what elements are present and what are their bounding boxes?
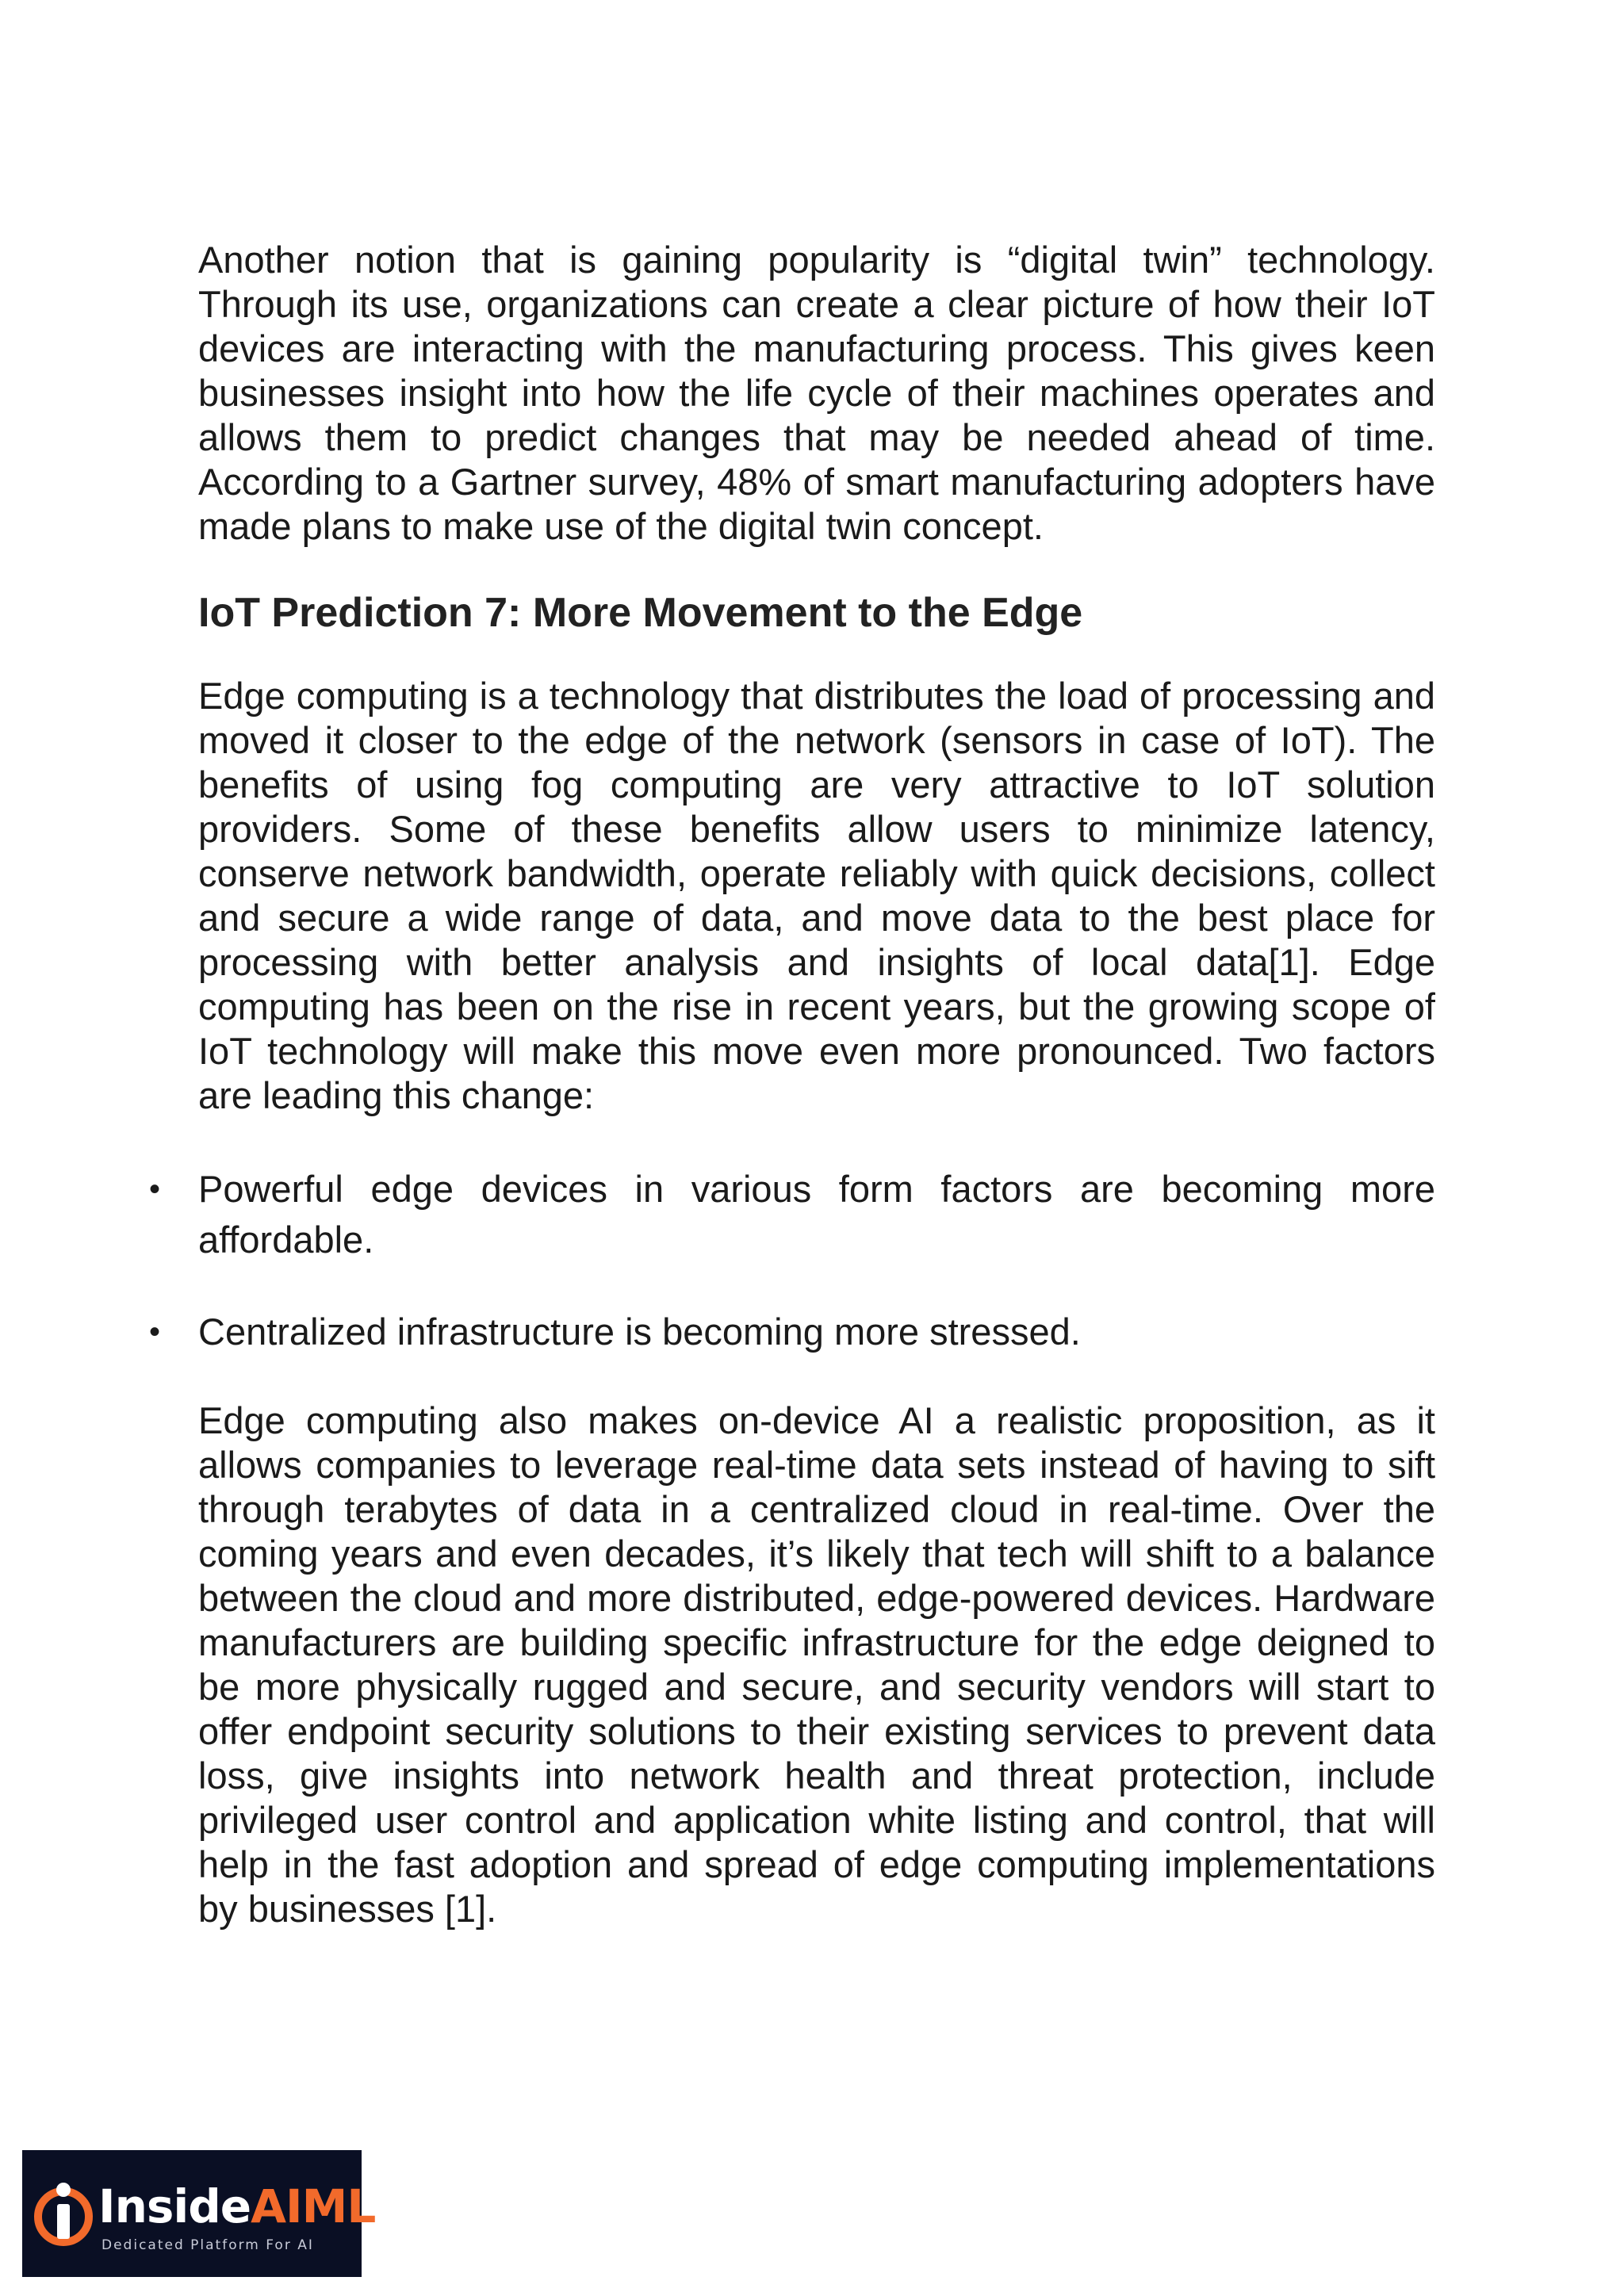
insideaiml-logo	[22, 2150, 376, 2277]
document-body	[149, 238, 1435, 1931]
list-item-text: Centralized infrastructure is becoming more stressed.	[198, 1311, 1081, 1353]
list-item	[149, 1164, 1435, 1265]
section-heading: IoT Prediction 7: More Movement to the Edge	[198, 590, 1083, 636]
bullet-icon: •	[149, 1172, 161, 1207]
list-item-text: Powerful edge devices in various form factors are becoming more affordable.	[198, 1168, 1435, 1261]
logo-tagline: Dedicated Platform For AI	[102, 2237, 314, 2253]
list-item	[149, 1307, 1435, 1357]
logo-word-aiml: AIML	[251, 2179, 376, 2233]
logo-word-inside: Inside	[98, 2179, 251, 2233]
logo-wordmark	[98, 2179, 376, 2233]
insideaiml-logo-icon	[33, 2177, 94, 2250]
paragraph-digital-twin: Another notion that is gaining popularity is “digital twin” technology. Through its use, organizations can create a clear picture of how their IoT devices are interacting with the manufacturing process. This gives keen businesses insight into how the life cycle of their machines operates and allows them to predict changes that may be needed ahead of time. According to a Gartner survey, 48% of smart manufacturing adopters have made plans to make use of the digital twin concept.	[198, 239, 1435, 547]
paragraph-on-device-ai: Edge computing also makes on-device AI a realistic proposition, as it allows companies to leverage real-time data sets instead of having to sift through terabytes of data in a centralized cloud in real-time. Over the coming years and even decades, it’s likely that tech will shift to a balance between the cloud and more distributed, edge-powered devices. Hardware manufacturers are building specific infrastructure for the edge deigned to be more physically rugged and secure, and security vendors will start to offer endpoint security solutions to their existing services to prevent data loss, give insights into network health and threat protection, include privileged user control and application white listing and control, that will help in the fast adoption and spread of edge computing implementations by businesses [1].	[198, 1399, 1435, 1930]
bullet-icon: •	[149, 1314, 161, 1349]
bullet-list	[149, 1164, 1435, 1357]
paragraph-edge-computing: Edge computing is a technology that distributes the load of processing and moved it closer to the edge of the network (sensors in case of IoT). The benefits of using fog computing are very attractive to IoT solution providers. Some of these benefits allow users to minimize latency, conserve network bandwidth, operate reliably with quick decisions, collect and secure a wide range of data, and move data to the best place for processing with better analysis and insights of local data[1]. Edge computing has been on the rise in recent years, but the growing scope of IoT technology will make this move even more pronounced. Two factors are leading this change:	[198, 675, 1435, 1116]
